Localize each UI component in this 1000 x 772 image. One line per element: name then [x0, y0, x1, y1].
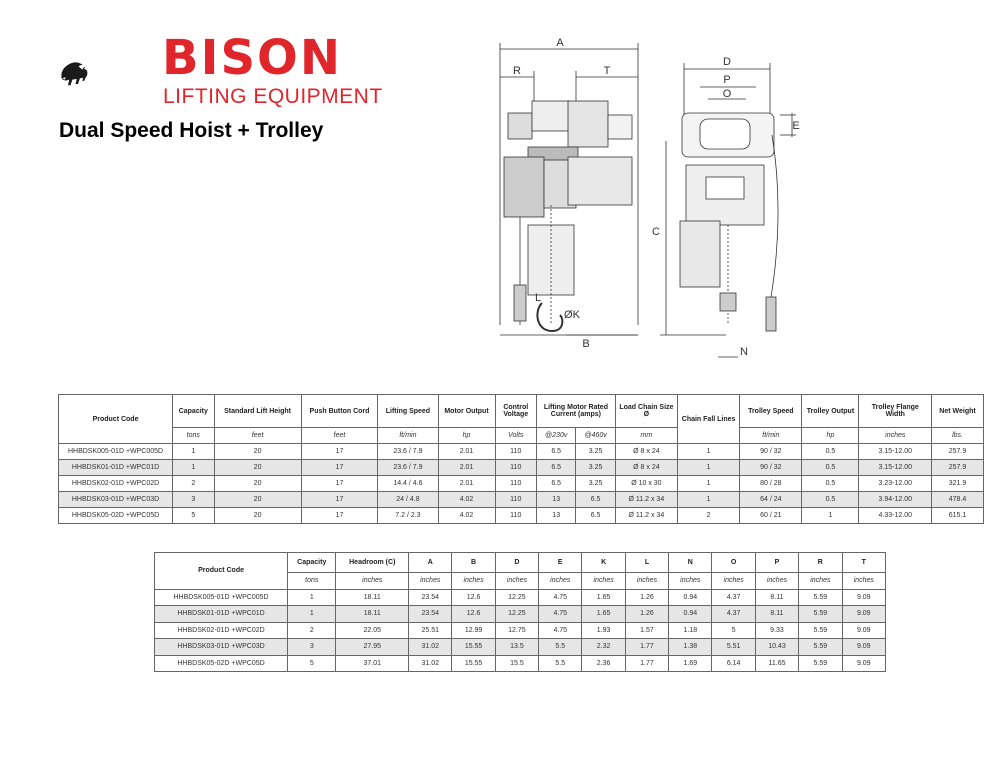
table-cell: 3.23-12.00 [859, 476, 932, 492]
table-cell: 1.65 [582, 589, 625, 606]
table-cell: 1.26 [625, 606, 668, 623]
table-cell: 110 [495, 492, 536, 508]
table-cell: 110 [495, 508, 536, 524]
column-header: Headroom (C) [336, 553, 409, 573]
unit-cell: Volts [495, 428, 536, 444]
unit-cell: ft/min [740, 428, 802, 444]
table-cell: 257.9 [932, 444, 984, 460]
unit-cell: inches [452, 573, 495, 590]
table-cell: 5.59 [799, 639, 842, 656]
table-cell: 3.25 [576, 476, 615, 492]
table-cell: 0.5 [802, 476, 859, 492]
table-cell: 0.5 [802, 444, 859, 460]
table-row [59, 460, 984, 476]
column-header: Net Weight [932, 395, 984, 428]
table-cell: 12.6 [452, 589, 495, 606]
table-cell: 1.93 [582, 622, 625, 639]
table-cell: 20 [214, 508, 301, 524]
table-cell: 17 [301, 492, 378, 508]
hoist-trolley-drawing [490, 35, 810, 365]
table-cell: 12.6 [452, 606, 495, 623]
table-cell: 17 [301, 508, 378, 524]
unit-cell: feet [301, 428, 378, 444]
dim-label-k: ØK [564, 309, 580, 321]
table-cell: Ø 11.2 x 34 [615, 508, 677, 524]
column-header: T [842, 553, 886, 573]
table-cell: 20 [214, 492, 301, 508]
table-cell: 478.4 [932, 492, 984, 508]
table-cell: 23.6 / 7.9 [378, 460, 438, 476]
table-cell: 20 [214, 444, 301, 460]
table-cell: 2 [678, 508, 740, 524]
table-cell: 0.94 [669, 606, 712, 623]
table-cell: 2.01 [438, 444, 495, 460]
column-header: O [712, 553, 755, 573]
table-cell: 9.09 [842, 655, 886, 672]
table-cell: 7.2 / 2.3 [378, 508, 438, 524]
table-cell: 6.5 [537, 476, 576, 492]
dim-label-n: N [740, 346, 748, 358]
table-cell: 6.14 [712, 655, 755, 672]
dim-label-r: R [513, 65, 521, 77]
table-cell: 12.75 [495, 622, 538, 639]
table-cell: 1.69 [669, 655, 712, 672]
table-cell: 3.15-12.00 [859, 444, 932, 460]
brand-tagline: LIFTING EQUIPMENT [163, 85, 383, 108]
table-cell: 1 [173, 444, 214, 460]
table-cell: Ø 11.2 x 34 [615, 492, 677, 508]
side-view-drawing [500, 37, 638, 350]
unit-cell: inches [539, 573, 582, 590]
table-cell: 5.59 [799, 655, 842, 672]
table-cell: 9.09 [842, 639, 886, 656]
table-cell: 4.02 [438, 492, 495, 508]
product-code-cell: HHBDSK005-01D +WPC005D [59, 444, 173, 460]
column-header: Capacity [173, 395, 214, 428]
table-cell: 1 [678, 476, 740, 492]
table-cell: 9.09 [842, 606, 886, 623]
table-cell: 10.43 [755, 639, 798, 656]
table-cell: 90 / 32 [740, 460, 802, 476]
table-cell: 22.05 [336, 622, 409, 639]
table-cell: 1 [678, 492, 740, 508]
table-cell: 0.5 [802, 460, 859, 476]
unit-cell: tons [173, 428, 214, 444]
specifications-table [58, 394, 984, 524]
table-cell: 1 [288, 589, 336, 606]
table-cell: 15.55 [452, 655, 495, 672]
table-cell: 37.01 [336, 655, 409, 672]
table-cell: 90 / 32 [740, 444, 802, 460]
dim-label-t: T [603, 65, 611, 77]
table-cell: 4.37 [712, 606, 755, 623]
unit-cell: ft/min [378, 428, 438, 444]
table-cell: 60 / 21 [740, 508, 802, 524]
table-cell: 5.5 [539, 655, 582, 672]
table-cell: 13 [537, 492, 576, 508]
table-cell: 25.51 [409, 622, 452, 639]
bison-logo [58, 28, 158, 118]
unit-cell: inches [409, 573, 452, 590]
table-cell: 24 / 4.8 [378, 492, 438, 508]
table-cell: 5.51 [712, 639, 755, 656]
table-cell: 23.54 [409, 606, 452, 623]
column-header: N [669, 553, 712, 573]
table-row [59, 492, 984, 508]
table-cell: 6.5 [537, 444, 576, 460]
table-cell: Ø 8 x 24 [615, 444, 677, 460]
table-cell: 18.11 [336, 606, 409, 623]
table-cell: 8.11 [755, 589, 798, 606]
table-cell: 3 [173, 492, 214, 508]
table-cell: 1 [288, 606, 336, 623]
table-row [155, 606, 886, 623]
unit-cell: inches [336, 573, 409, 590]
column-header: A [409, 553, 452, 573]
table-cell: 2.36 [582, 655, 625, 672]
table-cell: 1.77 [625, 655, 668, 672]
product-code-cell: HHBDSK01-01D +WPC01D [59, 460, 173, 476]
unit-cell: feet [214, 428, 301, 444]
table-row [155, 655, 886, 672]
column-header: Standard Lift Height [214, 395, 301, 428]
dimensions-table [154, 552, 886, 672]
table-row [155, 589, 886, 606]
unit-cell: @460v [576, 428, 615, 444]
table-cell: 15.5 [495, 655, 538, 672]
product-code-cell: HHBDSK02-01D +WPC02D [59, 476, 173, 492]
table-cell: 110 [495, 476, 536, 492]
table-cell: 4.75 [539, 606, 582, 623]
column-header: Trolley Speed [740, 395, 802, 428]
table-cell: 3.94-12.00 [859, 492, 932, 508]
table-cell: 5.59 [799, 622, 842, 639]
table-cell: 1 [802, 508, 859, 524]
table-cell: 17 [301, 476, 378, 492]
dim-label-d: D [723, 56, 731, 68]
column-header: Lifting Motor Rated Current (amps) [537, 395, 616, 428]
table-cell: 257.9 [932, 460, 984, 476]
table-cell: 110 [495, 460, 536, 476]
table-row [59, 444, 984, 460]
table-cell: 3 [288, 639, 336, 656]
page-title: Dual Speed Hoist + Trolley [59, 119, 324, 142]
product-code-cell: HHBDSK005-01D +WPC005D [155, 589, 288, 606]
unit-cell: lbs. [932, 428, 984, 444]
dim-label-p: P [723, 74, 731, 86]
table-cell: 4.75 [539, 622, 582, 639]
column-header: B [452, 553, 495, 573]
table-cell: 3.25 [576, 460, 615, 476]
table-cell: 1.77 [625, 639, 668, 656]
table-cell: 321.9 [932, 476, 984, 492]
column-header: Product Code [155, 553, 288, 590]
column-header: K [582, 553, 625, 573]
unit-cell: inches [625, 573, 668, 590]
table-cell: 5 [712, 622, 755, 639]
unit-cell: inches [799, 573, 842, 590]
column-header: D [495, 553, 538, 573]
table-cell: 2.32 [582, 639, 625, 656]
table-cell: 5.5 [539, 639, 582, 656]
table-cell: 80 / 28 [740, 476, 802, 492]
table-cell: 4.33-12.00 [859, 508, 932, 524]
unit-cell: tons [288, 573, 336, 590]
table-cell: 1.26 [625, 589, 668, 606]
front-view-drawing [652, 56, 800, 358]
table-cell: 5.59 [799, 606, 842, 623]
column-header: Capacity [288, 553, 336, 573]
unit-cell: inches [859, 428, 932, 444]
brand-name: BISON [162, 30, 342, 86]
table-cell: 4.75 [539, 589, 582, 606]
table-cell: 31.02 [409, 655, 452, 672]
table-cell: 8.11 [755, 606, 798, 623]
table-cell: 20 [214, 476, 301, 492]
table-row [155, 639, 886, 656]
table-cell: 0.5 [802, 492, 859, 508]
product-code-cell: HHBDSK03-01D +WPC03D [155, 639, 288, 656]
table-cell: 12.25 [495, 606, 538, 623]
column-header: Push Button Cord [301, 395, 378, 428]
table-cell: 1.57 [625, 622, 668, 639]
table-cell: 12.99 [452, 622, 495, 639]
product-code-cell: HHBDSK05-02D +WPC05D [59, 508, 173, 524]
table-cell: 17 [301, 444, 378, 460]
table-cell: 4.02 [438, 508, 495, 524]
unit-cell: hp [438, 428, 495, 444]
table-cell: 1.38 [669, 639, 712, 656]
table-cell: 3.15-12.00 [859, 460, 932, 476]
table-cell: 1.18 [669, 622, 712, 639]
unit-cell: hp [802, 428, 859, 444]
table-cell: 5.59 [799, 589, 842, 606]
unit-cell: inches [495, 573, 538, 590]
table-cell: 5 [288, 655, 336, 672]
unit-cell: inches [712, 573, 755, 590]
table-cell: 9.33 [755, 622, 798, 639]
table-cell: 4.37 [712, 589, 755, 606]
unit-cell: inches [755, 573, 798, 590]
dim-label-e: E [792, 120, 800, 132]
table-cell: 3.25 [576, 444, 615, 460]
table-cell: 31.02 [409, 639, 452, 656]
dim-label-b: B [582, 338, 590, 350]
table-cell: 5 [173, 508, 214, 524]
table-cell: 18.11 [336, 589, 409, 606]
table-cell: 6.5 [576, 508, 615, 524]
table-cell: 27.95 [336, 639, 409, 656]
table-cell: 9.09 [842, 622, 886, 639]
table-cell: 110 [495, 444, 536, 460]
table-cell: 1 [678, 460, 740, 476]
dim-label-c: C [652, 226, 660, 238]
table-cell: 11.65 [755, 655, 798, 672]
table-cell: 14.4 / 4.6 [378, 476, 438, 492]
table-cell: 23.54 [409, 589, 452, 606]
column-header: Trolley Output [802, 395, 859, 428]
column-header: R [799, 553, 842, 573]
table-cell: 0.94 [669, 589, 712, 606]
table-cell: 1.65 [582, 606, 625, 623]
column-header: Load Chain Size Ø [615, 395, 677, 428]
table-cell: 2 [173, 476, 214, 492]
table-cell: 20 [214, 460, 301, 476]
table-row [59, 508, 984, 524]
table-cell: 2.01 [438, 460, 495, 476]
dim-label-a: A [556, 37, 564, 49]
column-header: Chain Fall Lines [678, 395, 740, 444]
dim-label-l: L [534, 292, 542, 304]
dim-label-o: O [722, 88, 732, 100]
table-cell: 2 [288, 622, 336, 639]
table-cell: 1 [678, 444, 740, 460]
column-header: Motor Output [438, 395, 495, 428]
column-header: Trolley Flange Width [859, 395, 932, 428]
table-cell: Ø 8 x 24 [615, 460, 677, 476]
table-cell: 15.55 [452, 639, 495, 656]
table-cell: 64 / 24 [740, 492, 802, 508]
table-cell: 17 [301, 460, 378, 476]
unit-cell: @230v [537, 428, 576, 444]
table-cell: Ø 10 x 30 [615, 476, 677, 492]
table-cell: 1 [173, 460, 214, 476]
unit-cell: inches [842, 573, 886, 590]
unit-cell: mm [615, 428, 677, 444]
table-cell: 12.25 [495, 589, 538, 606]
unit-cell: inches [669, 573, 712, 590]
bison-silhouette-icon [61, 62, 88, 85]
column-header: P [755, 553, 798, 573]
column-header: Product Code [59, 395, 173, 444]
unit-cell: inches [582, 573, 625, 590]
product-code-cell: HHBDSK01-01D +WPC01D [155, 606, 288, 623]
table-row [155, 622, 886, 639]
table-cell: 23.6 / 7.9 [378, 444, 438, 460]
column-header: Lifting Speed [378, 395, 438, 428]
column-header: L [625, 553, 668, 573]
table-cell: 13.5 [495, 639, 538, 656]
table-cell: 6.5 [537, 460, 576, 476]
product-code-cell: HHBDSK03-01D +WPC03D [59, 492, 173, 508]
table-cell: 615.1 [932, 508, 984, 524]
product-code-cell: HHBDSK05-02D +WPC05D [155, 655, 288, 672]
column-header: E [539, 553, 582, 573]
table-cell: 2.01 [438, 476, 495, 492]
product-code-cell: HHBDSK02-01D +WPC02D [155, 622, 288, 639]
table-row [59, 476, 984, 492]
table-cell: 9.09 [842, 589, 886, 606]
column-header: Control Voltage [495, 395, 536, 428]
table-cell: 6.5 [576, 492, 615, 508]
table-cell: 13 [537, 508, 576, 524]
